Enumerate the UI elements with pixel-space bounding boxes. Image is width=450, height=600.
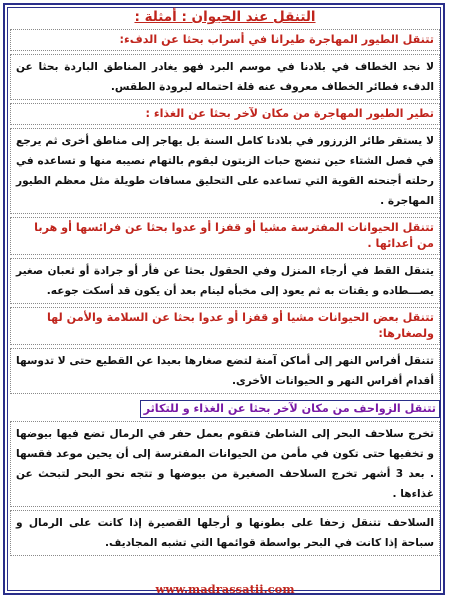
section-heading-block [10, 217, 440, 255]
section-heading-row [10, 397, 440, 418]
section-body-block [10, 421, 440, 507]
section-heading-block [10, 29, 440, 51]
section-body-block [10, 510, 440, 556]
section-heading: تتنقل الطيور المهاجرة طيرانا في أسراب بحثا عن الدفء: [119, 33, 434, 46]
section-heading-block [10, 103, 440, 125]
section-body-block [10, 128, 440, 214]
section-heading: تتنقل الحيوانات المفترسة مشيا أو قفزا أو عدوا بحثا عن فرائسها أو هربا من أعدائها . [34, 221, 434, 250]
section-heading: تتنقل بعض الحيوانات مشيا أو قفزا أو عدوا بحثا عن السلامة والأمن لها ولصغارها: [46, 311, 434, 340]
document-content [10, 6, 440, 559]
page-title: التنقل عند الحيوان : أمثلة : [134, 9, 316, 25]
footer-url: www.madrassatii.com [155, 582, 295, 596]
section-heading: تتنقل الزواحف من مكان لآخر بحثا عن الغذاء و للتكاثر [140, 400, 440, 418]
title-row [10, 6, 440, 25]
section-body-block [10, 258, 440, 304]
section-body-block [10, 348, 440, 394]
section-heading: تطير الطيور المهاجرة من مكان لآخر بحثا عن الغذاء : [145, 107, 434, 120]
section-body: يتنقل القط في أرجاء المنزل وفي الحقول بحثا عن فأر أو جرادة أو ثعبان صغير يصـــطاده و يقتات به ثم يعود إلى مخبأه لينام بعد أن يكون قد أسكت جوعه. [16, 265, 434, 297]
section-body: تخرج سلاحف البحر إلى الشاطئ فتقوم بعمل حفر في الرمال تضع فيها بيوضها و تخفيها حتى تكون في مأمن من الحيوانات المفترسة إلى أن يحين موعد فقسها . بعد 3 أشهر تخرج السلاحف الصغيرة من بيوضها و تتجه نحو البحر لتبحث عن غذاءها . [16, 428, 434, 500]
section-body-block [10, 54, 440, 100]
section-body: لا نجد الخطاف في بلادنا في موسم البرد فهو يغادر المناطق الباردة بحثا عن الدفء فطائر الخطاف معروف عنه قلة احتماله لبرودة الطقس. [16, 61, 434, 93]
section-body: السلاحف تتنقل زحفا على بطونها و أرجلها القصيرة إذا كانت على الرمال و سباحة إذا كانت في البحر بواسطة قوائمها التي تشبه المجاديف. [16, 517, 434, 549]
section-body: لا يستقر طائر الزرزور في بلادنا كامل السنة بل يهاجر إلى مناطق أخرى ثم يرجع في فصل الشتاء حين تنضج حبات الزيتون ليقوم بالتهام نصيبه منها و تساعده في رحلته أجنحته القوية التي تساعده على التحليق مسافات طويلة مثل معظم الطيور المهاجرة . [16, 135, 434, 207]
section-heading-block [10, 307, 440, 345]
section-body: تتنقل أفراس النهر إلى أماكن آمنة لتضع صغارها بعيدا عن القطيع حتى لا تدوسها أقدام أفراس النهر و الحيوانات الأخرى. [16, 355, 434, 387]
